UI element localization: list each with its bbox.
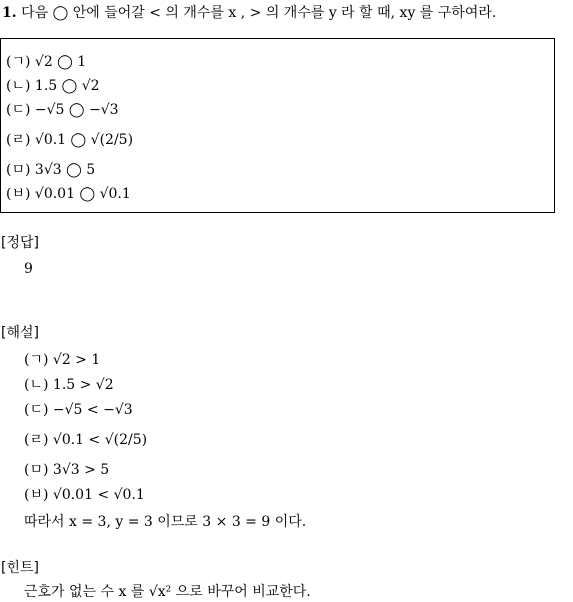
choice-row — [6, 184, 131, 204]
explanation-expression: √0.01 < √0.1 — [52, 487, 145, 503]
explanation-row — [24, 460, 109, 480]
choice-row — [6, 76, 100, 96]
choice-row — [6, 130, 133, 150]
choice-expression: √0.01 ◯ √0.1 — [34, 186, 131, 202]
explanation-row — [24, 485, 145, 505]
explanation-label: (ㄹ) — [24, 432, 49, 448]
choice-expression: −√5 ◯ −√3 — [34, 102, 119, 118]
explanation-row — [24, 375, 114, 395]
explanation-row — [24, 430, 147, 450]
explanation-expression: 3√3 > 5 — [52, 462, 110, 478]
explanation-label: (ㄱ) — [24, 352, 49, 368]
choice-label: (ㄷ) — [6, 102, 31, 118]
choice-label: (ㅁ) — [6, 162, 31, 178]
explanation-conclusion: 따라서 x = 3, y = 3 이므로 3 × 3 = 9 이다. — [24, 514, 307, 530]
explanation-label: (ㅂ) — [24, 487, 49, 503]
answer-value: 9 — [24, 261, 33, 277]
choice-expression: 3√3 ◯ 5 — [34, 162, 96, 178]
explanation-row — [24, 400, 133, 420]
explanation-label: (ㅁ) — [24, 462, 49, 478]
hint-text: 근호가 없는 수 x 를 √x² 으로 바꾸어 비교한다. — [24, 584, 311, 600]
explanation-expression: 1.5 > √2 — [52, 377, 114, 393]
choice-label: (ㄱ) — [6, 54, 31, 70]
question-text: 다음 ◯ 안에 들어갈 < 의 개수를 x , > 의 개수를 y 라 할 때, xy 를 구하여라. — [21, 5, 497, 21]
explanation-expression: −√5 < −√3 — [52, 402, 133, 418]
explanation-label: (ㄴ) — [24, 377, 49, 393]
question-line — [2, 3, 573, 23]
choice-row — [6, 52, 86, 72]
explanation-row — [24, 350, 100, 370]
question-number: 1. — [2, 5, 17, 21]
hint-heading: [힌트] — [1, 560, 39, 576]
choice-label: (ㅂ) — [6, 186, 31, 202]
choice-expression: 1.5 ◯ √2 — [34, 78, 100, 94]
choice-expression: √0.1 ◯ √(2/5) — [34, 132, 134, 148]
choice-row — [6, 160, 95, 180]
choice-expression: √2 ◯ 1 — [34, 54, 87, 70]
choice-row — [6, 100, 119, 120]
explanation-expression: √2 > 1 — [52, 352, 101, 368]
explanation-heading: [해설] — [1, 325, 39, 341]
answer-heading: [정답] — [1, 235, 39, 251]
explanation-expression: √0.1 < √(2/5) — [52, 432, 148, 448]
explanation-label: (ㄷ) — [24, 402, 49, 418]
choice-label: (ㄴ) — [6, 78, 31, 94]
choice-label: (ㄹ) — [6, 132, 31, 148]
